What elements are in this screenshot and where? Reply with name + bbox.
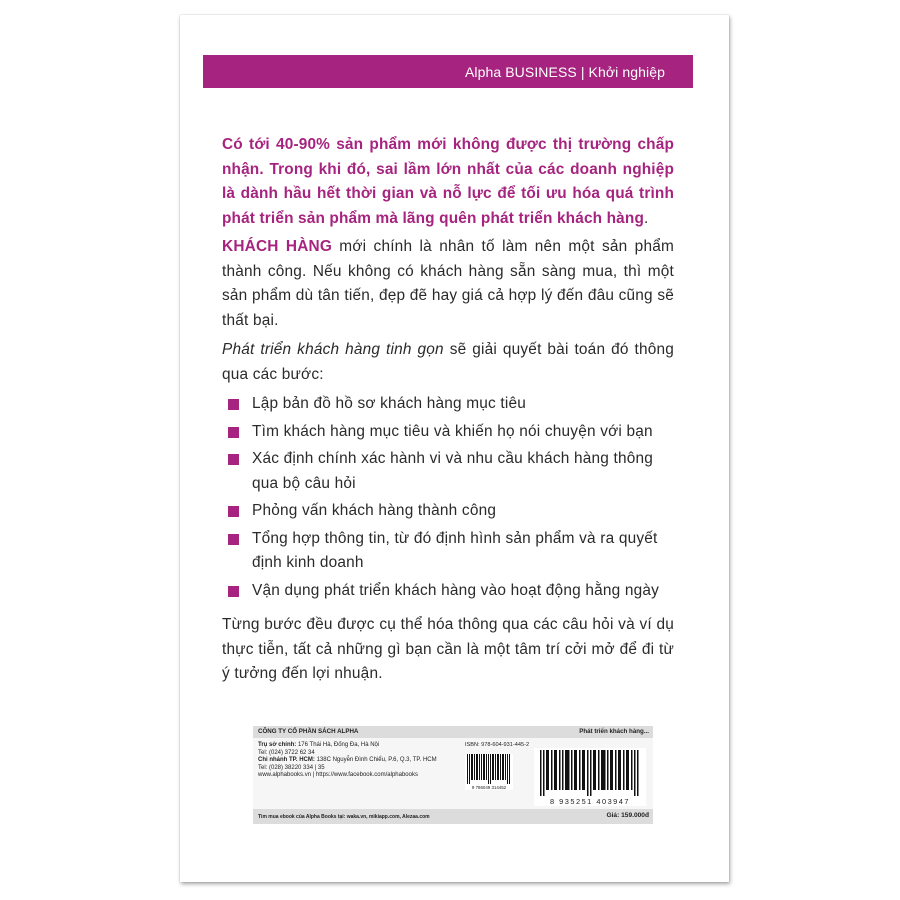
steps-list <box>222 392 674 603</box>
square-bullet-icon <box>228 506 239 517</box>
retail-barcode-digits: 8 935251 403947 <box>549 797 631 806</box>
publisher-name: CÔNG TY CỔ PHẦN SÁCH ALPHA <box>258 728 359 735</box>
price-label: Giá: 159.000đ <box>606 812 649 819</box>
branch-label: Chi nhánh TP. HCM: <box>258 757 315 764</box>
square-bullet-icon <box>228 427 239 438</box>
ebook-note: Tìm mua ebook của Alpha Books tại: waka.vn, mikiapp.com, Alezaa.com <box>258 814 430 820</box>
blurb <box>222 133 674 687</box>
list-item <box>222 392 674 417</box>
series-banner <box>203 55 693 88</box>
square-bullet-icon <box>228 534 239 545</box>
branch-line <box>258 757 458 765</box>
list-item <box>222 420 674 445</box>
list-item <box>222 579 674 604</box>
retail-barcode <box>534 748 646 806</box>
closing-paragraph: Từng bước đều được cụ thể hóa thông qua các câu hỏi và ví dụ thực tiễn, tất cả những gì bạn cần là một tâm trí cởi mở để đi từ ý tưởng đến lợi nhuận. <box>222 616 674 682</box>
customer-paragraph <box>222 235 674 333</box>
list-item-text: Phỏng vấn khách hàng thành công <box>252 502 497 519</box>
isbn-barcode-icon <box>465 754 513 784</box>
retail-barcode-icon <box>534 748 646 796</box>
imprint-book-title: Phát triển khách hàng... <box>579 728 649 735</box>
square-bullet-icon <box>228 586 239 597</box>
lead-paragraph <box>222 133 674 231</box>
lead-tail: . <box>644 209 649 227</box>
lead-bold-text: Có tới 40-90% sản phẩm mới không được thị trường chấp nhận. Trong khi đó, sai lầm lớn nhất của các doanh nghiệp là dành hầu hết thời gian và nỗ lực để tối ưu hóa quá trình phát triển sản phẩm mà lãng quên phát triển khách hàng <box>222 136 674 227</box>
publisher-address <box>258 742 458 780</box>
square-bullet-icon <box>228 399 239 410</box>
isbn-barcode-digits: 9 786049 314452 <box>471 785 507 790</box>
head-office-tel: Tel: (024) 3722 62 34 <box>258 749 315 756</box>
branch-address: 138C Nguyễn Đình Chiểu, P.6, Q.3, TP. HCM <box>316 757 437 764</box>
publisher-web: www.alphabooks.vn | https://www.facebook.com/alphabooks <box>258 772 418 779</box>
list-item-text: Vận dụng phát triển khách hàng vào hoạt động hằng ngày <box>252 581 660 599</box>
customer-paragraph-text: mới chính là nhân tố làm nên một sản phẩm thành công. Nếu không có khách hàng sẵn sàng mua, thì một sản phẩm dù tân tiến, đẹp đẽ hay giá cả hợp lý đến đâu cũng sẽ thất bại. <box>222 238 674 329</box>
list-item <box>222 499 674 524</box>
isbn-barcode <box>465 754 513 790</box>
list-item-text: Tổng hợp thông tin, từ đó định hình sản phẩm và ra quyết định kinh doanh <box>252 529 658 571</box>
isbn-text: ISBN: 978-604-931-445-2 <box>465 742 530 748</box>
book-back-cover <box>180 15 729 882</box>
list-item-text: Xác định chính xác hành vi và nhu cầu khách hàng thông qua bộ câu hỏi <box>252 450 653 492</box>
publisher-imprint-box <box>253 726 653 824</box>
list-item-text: Tìm khách hàng mục tiêu và khiến họ nói chuyện với bạn <box>252 422 653 440</box>
list-item-text: Lập bản đồ hồ sơ khách hàng mục tiêu <box>252 395 526 412</box>
head-office-line <box>258 742 458 750</box>
book-title-italic: Phát triển khách hàng tinh gọn <box>222 341 444 358</box>
list-item <box>222 527 674 576</box>
customer-keyword: KHÁCH HÀNG <box>222 238 332 255</box>
head-office-label: Trụ sở chính: <box>258 742 297 748</box>
square-bullet-icon <box>228 454 239 465</box>
method-paragraph <box>222 338 674 387</box>
method-paragraph-text: sẽ giải quyết bài toán đó thông qua các bước: <box>222 341 675 383</box>
head-office-address: 176 Thái Hà, Đống Đa, Hà Nội <box>297 742 380 748</box>
list-item <box>222 447 674 496</box>
branch-tel: Tel: (028) 38220 334 | 35 <box>258 764 325 771</box>
series-label: Alpha BUSINESS | Khởi nghiệp <box>464 63 665 80</box>
